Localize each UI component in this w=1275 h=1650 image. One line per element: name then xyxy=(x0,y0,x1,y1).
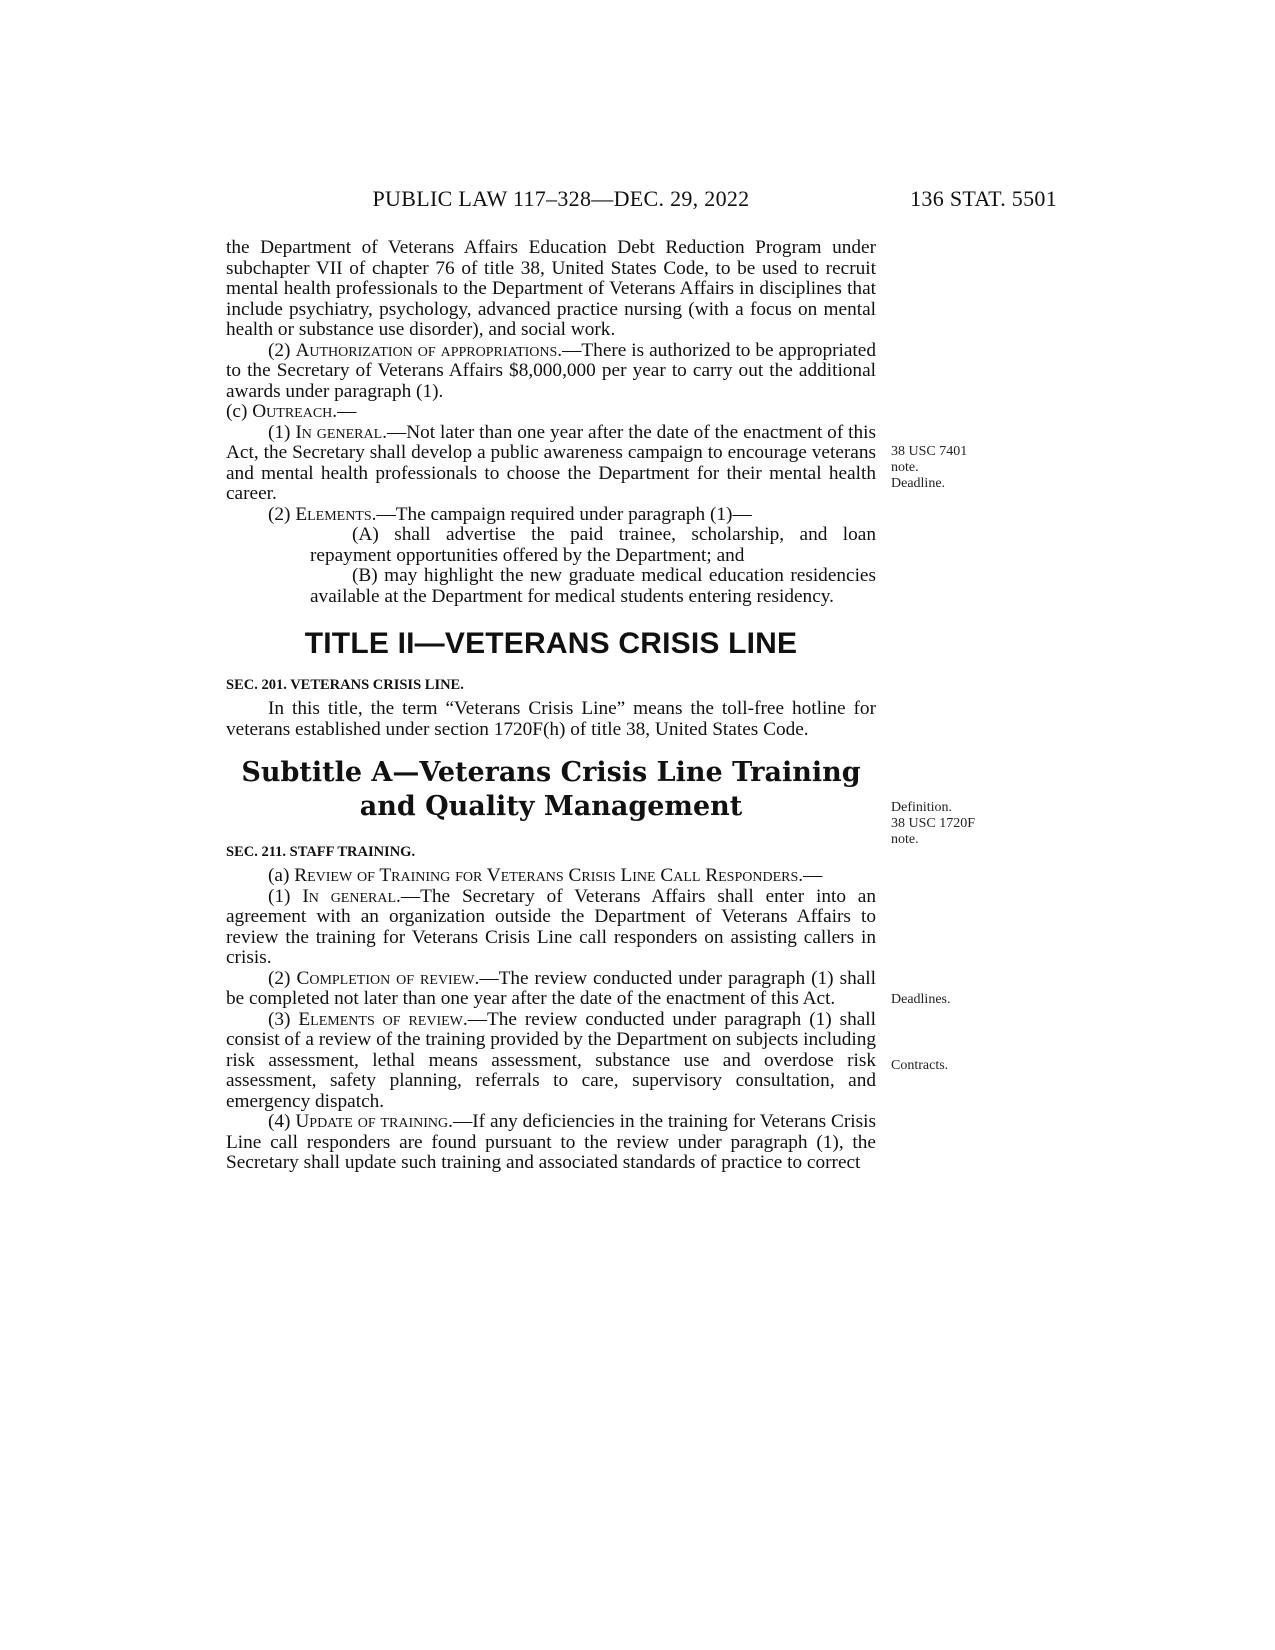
paragraph-a3 xyxy=(226,1010,876,1113)
margin-note-line: 38 USC 1720F xyxy=(891,816,976,831)
paragraph-heading: Elements of review xyxy=(298,1008,463,1030)
margin-note-line: Deadline. xyxy=(891,476,946,491)
subsection-number: (a) xyxy=(268,865,295,886)
paragraph-number: (2) xyxy=(268,503,296,525)
paragraph-heading: In general xyxy=(295,421,383,443)
paragraph-heading: Authorization of appropriations xyxy=(295,339,558,361)
paragraph-heading: In general xyxy=(302,885,397,907)
page-number: 136 STAT. 5501 xyxy=(910,186,1057,211)
margin-note-contracts xyxy=(891,1058,1021,1074)
running-head: PUBLIC LAW 117–328—DEC. 29, 2022 xyxy=(372,186,750,211)
paragraph-text: .—There is authorized to be appropriated to the Secretary of Veterans Affairs $8,000,000 per year to carry out the additional awards under paragraph (1). xyxy=(226,339,876,402)
paragraph-text: .—The review conducted under paragraph (1) shall consist of a review of the training provided by the Department on subjects including risk assessment, lethal means assessment, substance use and overdose risk assessment, safety planning, referrals to care, supervisory consultation, and emergency dispatch. xyxy=(226,1008,877,1112)
paragraph-text: .—Not later than one year after the date of the enactment of this Act, the Secretary shall develop a public awareness campaign to encourage veterans and mental health professionals to choose the Department for their mental health career. xyxy=(226,421,876,504)
subtitle-heading-line1: Subtitle A—Veterans Crisis Line Training xyxy=(241,757,861,788)
paragraph-heading: Elements xyxy=(295,503,372,525)
paragraph-c1 xyxy=(226,423,876,505)
paragraph-a2 xyxy=(226,969,876,1010)
title-heading: TITLE II—VETERANS CRISIS LINE xyxy=(304,627,798,660)
paragraph-heading: Completion of review xyxy=(296,967,475,989)
margin-note-line: note. xyxy=(891,460,919,475)
margin-note-line: Deadlines. xyxy=(891,992,951,1007)
margin-note-line: 38 USC 7401 xyxy=(891,444,968,459)
subtitle-heading-line2: and Quality Management xyxy=(359,791,743,822)
paragraph-c2 xyxy=(226,505,876,526)
paragraph-number: (1) xyxy=(268,885,303,907)
paragraph-text: .—The Secretary of Veterans Affairs shall enter into an agreement with an organization outside the Department of Veterans Affairs to review the training for Veterans Crisis Line call responders on assisting callers in crisis. xyxy=(226,885,876,968)
margin-note-7401 xyxy=(891,444,1021,492)
paragraph-heading: Update of training xyxy=(295,1111,449,1132)
subsection-a xyxy=(226,866,876,887)
subsection-text: .— xyxy=(798,865,823,886)
paragraph-number: (2) xyxy=(268,339,296,361)
paragraph-a1 xyxy=(226,887,876,969)
margin-note-1720f xyxy=(891,800,1021,848)
paragraph-text: .—The campaign required under paragraph (1)— xyxy=(371,503,752,525)
subsection-heading: Outreach xyxy=(252,401,333,422)
subsection-heading: Review of Training for Veterans Crisis Line Call Responders xyxy=(294,865,799,886)
section-201-text: In this title, the term “Veterans Crisis Line” means the toll-free hotline for veterans established under section 1720F(h) of title 38, United States Code. xyxy=(226,698,876,740)
subsection-c xyxy=(226,402,876,423)
paragraph-a4 xyxy=(226,1112,876,1174)
subparagraph-c2b: (B) may highlight the new graduate medical education residencies available at the Department for medical students entering residency. xyxy=(310,565,876,607)
paragraph-text: .—If any deficiencies in the training for Veterans Crisis Line call responders are found pursuant to the review under paragraph (1), the Secretary shall update such training and associated standards of practice to correct xyxy=(226,1111,876,1173)
paragraph-number: (2) xyxy=(268,967,297,989)
subsection-text: .— xyxy=(332,401,357,422)
margin-note-line: Contracts. xyxy=(891,1058,949,1073)
paragraph-number: (3) xyxy=(268,1008,299,1030)
margin-note-line: note. xyxy=(891,832,919,847)
main-text xyxy=(226,238,876,1174)
page-header xyxy=(0,186,1275,216)
paragraph-number: (1) xyxy=(268,421,296,443)
paragraph-number: (4) xyxy=(268,1111,296,1132)
section-201-heading: SEC. 201. VETERANS CRISIS LINE. xyxy=(226,677,464,693)
paragraph-b2 xyxy=(226,341,876,403)
paragraph-text: .—The review conducted under paragraph (1) shall be completed not later than one year after the date of the enactment of this Act. xyxy=(226,967,876,1009)
section-211-heading: SEC. 211. STAFF TRAINING. xyxy=(226,844,416,860)
continued-paragraph: the Department of Veterans Affairs Education Debt Reduction Program under subchapter VII of chapter 76 of title 38, United States Code, to be used to recruit mental health professionals to the Department of Veterans Affairs in disciplines that include psychiatry, psychology, advanced practice nursing (with a focus on mental health or substance use disorder), and social work. xyxy=(226,237,876,340)
margin-note-line: Definition. xyxy=(891,800,953,815)
subtitle-heading xyxy=(226,756,876,824)
subsection-number: (c) xyxy=(226,401,253,422)
subparagraph-c2a: (A) shall advertise the paid trainee, scholarship, and loan repayment opportunities offered by the Department; and xyxy=(310,524,876,566)
margin-note-deadlines xyxy=(891,992,1021,1008)
